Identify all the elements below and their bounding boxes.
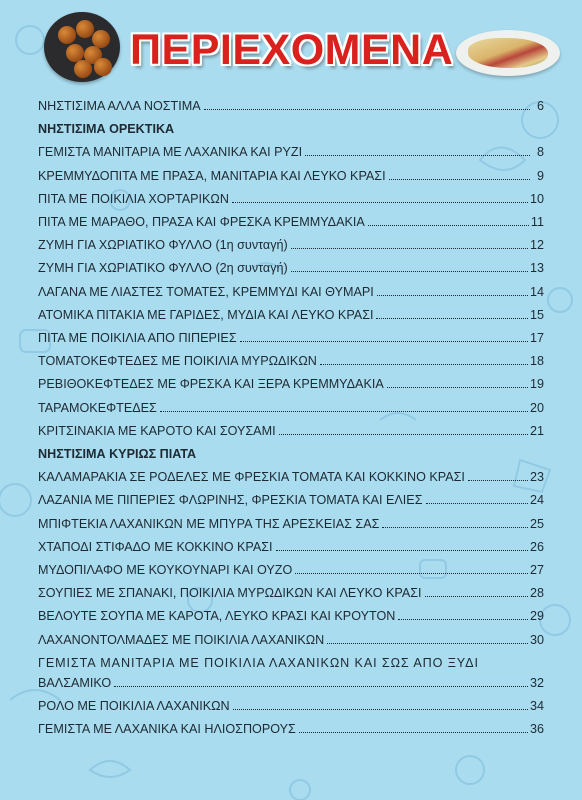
dot-leader	[398, 618, 528, 620]
toc-page-number: 13	[529, 261, 544, 276]
dot-leader	[320, 363, 528, 365]
dot-leader	[232, 201, 528, 203]
toc-page-number: 26	[529, 539, 544, 554]
toc-page-number: 36	[529, 722, 544, 737]
toc-entry-title: ΛΑΓΑΝΑ ΜΕ ΛΙΑΣΤΕΣ ΤΟΜΑΤΕΣ, ΚΡΕΜΜΥΔΙ ΚΑΙ ΘΥΜΑΡΙ	[38, 284, 374, 299]
toc-entry[interactable]	[38, 673, 544, 693]
toc-page-number: 30	[529, 632, 544, 647]
toc-entry-title: ΤΑΡΑΜΟΚΕΦΤΕΔΕΣ	[38, 400, 157, 415]
toc-page-number: 24	[529, 493, 544, 508]
toc-entry[interactable]	[38, 328, 544, 348]
toc-entry-title: ΡΟΛΟ ΜΕ ΠΟΙΚΙΛΙΑ ΛΑΧΑΝΙΚΩΝ	[38, 699, 230, 713]
toc-page-number: 15	[529, 307, 544, 322]
toc-entry[interactable]	[38, 235, 544, 255]
dot-leader	[276, 549, 528, 551]
toc-entry-title: ΖΥΜΗ ΓΙΑ ΧΩΡΙΑΤΙΚΟ ΦΥΛΛΟ (1η συνταγή)	[38, 238, 288, 253]
toc-entry[interactable]	[38, 537, 544, 557]
toc-entry-title: ΡΕΒΙΘΟΚΕΦΤΕΔΕΣ ΜΕ ΦΡΕΣΚΑ ΚΑΙ ΞΕΡΑ ΚΡΕΜΜΥΔΑΚΙΑ	[38, 377, 384, 392]
toc-page-number: 32	[529, 675, 544, 690]
toc-page-number: 34	[529, 699, 544, 713]
toc-entry[interactable]	[38, 351, 544, 371]
dot-leader	[327, 642, 528, 644]
dot-leader	[382, 526, 528, 528]
toc-entry-title: ΤΟΜΑΤΟΚΕΦΤΕΔΕΣ ΜΕ ΠΟΙΚΙΛΙΑ ΜΥΡΩΔΙΚΩΝ	[38, 354, 317, 369]
toc-entry-title: ΖΥΜΗ ΓΙΑ ΧΩΡΙΑΤΙΚΟ ΦΥΛΛΟ (2η συνταγή)	[38, 261, 288, 276]
toc-entry-title: ΜΥΔΟΠΙΛΑΦΟ ΜΕ ΚΟΥΚΟΥΝΑΡΙ ΚΑΙ ΟΥΖΟ	[38, 563, 293, 577]
toc-entry-title: ΠΙΤΑ ΜΕ ΠΟΙΚΙΛΙΑ ΧΟΡΤΑΡΙΚΩΝ	[38, 191, 229, 206]
dot-leader	[233, 708, 528, 710]
dot-leader	[376, 317, 528, 319]
toc-page-number: 10	[529, 191, 544, 206]
toc-entry[interactable]	[38, 467, 544, 487]
dot-leader	[240, 340, 528, 342]
toc-entry[interactable]	[38, 96, 544, 116]
toc-entry-title: ΛΑΧΑΝΟΝΤΟΛΜΑΔΕΣ ΜΕ ΠΟΙΚΙΛΙΑ ΛΑΧΑΝΙΚΩΝ	[38, 632, 325, 647]
dot-leader	[425, 595, 528, 597]
toc-entry[interactable]	[38, 606, 544, 626]
toc-entry[interactable]	[38, 490, 544, 510]
toc-page-number: 14	[529, 284, 544, 299]
toc-entry-title: ΠΙΤΑ ΜΕ ΠΟΙΚΙΛΙΑ ΑΠΟ ΠΙΠΕΡΙΕΣ	[38, 331, 237, 345]
toc-entry[interactable]	[38, 630, 544, 650]
section-heading: ΝΗΣΤΙΣΙΜΑ ΟΡΕΚΤΙΚΑ	[38, 122, 175, 137]
dot-leader	[204, 108, 530, 110]
dot-leader	[468, 479, 528, 481]
toc-page-number: 20	[529, 400, 544, 415]
toc-entry[interactable]	[38, 189, 544, 209]
dot-leader	[305, 154, 530, 156]
dot-leader	[291, 270, 528, 272]
toc-entry-first-line: ΓΕΜΙΣΤΑ ΜΑΝΙΤΑΡΙΑ ΜΕ ΠΟΙΚΙΛΙΑ ΛΑΧΑΝΙΚΩΝ ΚΑΙ ΣΩΣ ΑΠΟ ΞΥΔΙ	[38, 655, 479, 670]
dot-leader	[114, 685, 528, 687]
toc-entry-title: ΑΤΟΜΙΚΑ ΠΙΤΑΚΙΑ ΜΕ ΓΑΡΙΔΕΣ, ΜΥΔΙΑ ΚΑΙ ΛΕΥΚΟ ΚΡΑΣΙ	[38, 307, 374, 322]
dot-leader	[368, 224, 529, 226]
toc-entry-title: ΚΡΕΜΜΥΔΟΠΙΤΑ ΜΕ ΠΡΑΣΑ, ΜΑΝΙΤΑΡΙΑ ΚΑΙ ΛΕΥΚΟ ΚΡΑΣΙ	[38, 168, 386, 183]
fritters-plate-image	[44, 12, 120, 82]
toc-page-number: 8	[536, 145, 544, 160]
toc-entry[interactable]	[38, 212, 544, 232]
toc-entry[interactable]	[38, 166, 544, 186]
toc-entry[interactable]	[38, 305, 544, 325]
toc-page-number: 12	[529, 238, 544, 253]
toc-entry-title: ΚΑΛΑΜΑΡΑΚΙΑ ΣΕ ΡΟΔΕΛΕΣ ΜΕ ΦΡΕΣΚΙΑ ΤΟΜΑΤΑ ΚΑΙ ΚΟΚΚΙΝΟ ΚΡΑΣΙ	[38, 470, 465, 485]
dot-leader	[291, 247, 528, 249]
toc-page-number: 19	[529, 377, 544, 392]
toc-page-number: 25	[529, 516, 544, 531]
dot-leader	[295, 572, 528, 574]
toc-entry-title: ΠΙΤΑ ΜΕ ΜΑΡΑΘΟ, ΠΡΑΣΑ ΚΑΙ ΦΡΕΣΚΑ ΚΡΕΜΜΥΔΑΚΙΑ	[38, 215, 365, 229]
toc-page-number: 28	[529, 586, 544, 601]
toc-entry[interactable]	[38, 514, 544, 534]
dot-leader	[160, 410, 528, 412]
toc-entry-title: ΜΠΙΦΤΕΚΙΑ ΛΑΧΑΝΙΚΩΝ ΜΕ ΜΠΥΡΑ ΤΗΣ ΑΡΕΣΚΕΙΑΣ ΣΑΣ	[38, 516, 380, 531]
toc-page-number: 6	[536, 99, 544, 113]
toc-entry-title: ΝΗΣΤΙΣΙΜΑ ΑΛΛΑ ΝΟΣΤΙΜΑ	[38, 99, 201, 113]
toc-entry[interactable]	[38, 560, 544, 580]
dot-leader	[389, 178, 530, 180]
toc-entry[interactable]	[38, 398, 544, 418]
toc-page-number: 17	[529, 331, 544, 345]
toc-entry-title: ΚΡΙΤΣΙΝΑΚΙΑ ΜΕ ΚΑΡΟΤΟ ΚΑΙ ΣΟΥΣΑΜΙ	[38, 423, 276, 438]
toc-entry[interactable]	[38, 421, 544, 441]
toc-entry-title: ΓΕΜΙΣΤΑ ΜΑΝΙΤΑΡΙΑ ΜΕ ΛΑΧΑΝΙΚΑ ΚΑΙ ΡΥΖΙ	[38, 145, 303, 160]
pie-slice-image	[456, 30, 560, 76]
toc-page-number: 11	[530, 215, 544, 229]
toc-entry[interactable]	[38, 719, 544, 739]
toc-page-number: 18	[529, 354, 544, 369]
section-heading: ΝΗΣΤΙΣΙΜΑ ΚΥΡΙΩΣ ΠΙΑΤΑ	[38, 447, 197, 461]
toc-page-number: 23	[529, 470, 544, 485]
toc-entry-title: ΛΑΖΑΝΙΑ ΜΕ ΠΙΠΕΡΙΕΣ ΦΛΩΡΙΝΗΣ, ΦΡΕΣΚΙΑ ΤΟΜΑΤΑ ΚΑΙ ΕΛΙΕΣ	[38, 493, 423, 508]
toc-entry[interactable]	[38, 583, 544, 603]
toc-entry-title: ΒΑΛΣΑΜΙΚΟ	[38, 675, 112, 690]
toc-entry-title: ΣΟΥΠΙΕΣ ΜΕ ΣΠΑΝΑΚΙ, ΠΟΙΚΙΛΙΑ ΜΥΡΩΔΙΚΩΝ ΚΑΙ ΛΕΥΚΟ ΚΡΑΣΙ	[38, 586, 422, 601]
dot-leader	[387, 386, 528, 388]
toc-page-number: 27	[529, 563, 544, 577]
toc-entry-title: ΒΕΛΟΥΤΕ ΣΟΥΠΑ ΜΕ ΚΑΡΟΤΑ, ΛΕΥΚΟ ΚΡΑΣΙ ΚΑΙ ΚΡΟΥΤΟΝ	[38, 609, 396, 624]
toc-page-number: 29	[529, 609, 544, 624]
toc-entry[interactable]	[38, 258, 544, 278]
toc-entry[interactable]	[38, 374, 544, 394]
toc-entry[interactable]	[38, 282, 544, 302]
dot-leader	[299, 731, 528, 733]
page-title: ΠΕΡΙΕΧΟΜΕΝΑ	[130, 26, 454, 74]
dot-leader	[377, 294, 528, 296]
toc-entry-title: ΓΕΜΙΣΤΑ ΜΕ ΛΑΧΑΝΙΚΑ ΚΑΙ ΗΛΙΟΣΠΟΡΟΥΣ	[38, 722, 296, 737]
toc-entry[interactable]	[38, 696, 544, 716]
toc-entry-title: ΧΤΑΠΟΔΙ ΣΤΙΦΑΔΟ ΜΕ ΚΟΚΚΙΝΟ ΚΡΑΣΙ	[38, 539, 273, 554]
dot-leader	[426, 502, 528, 504]
toc-page-number: 21	[529, 423, 544, 438]
page-header	[0, 0, 582, 100]
toc-entry[interactable]	[38, 142, 544, 162]
toc-page-number: 9	[536, 168, 544, 183]
dot-leader	[279, 433, 528, 435]
